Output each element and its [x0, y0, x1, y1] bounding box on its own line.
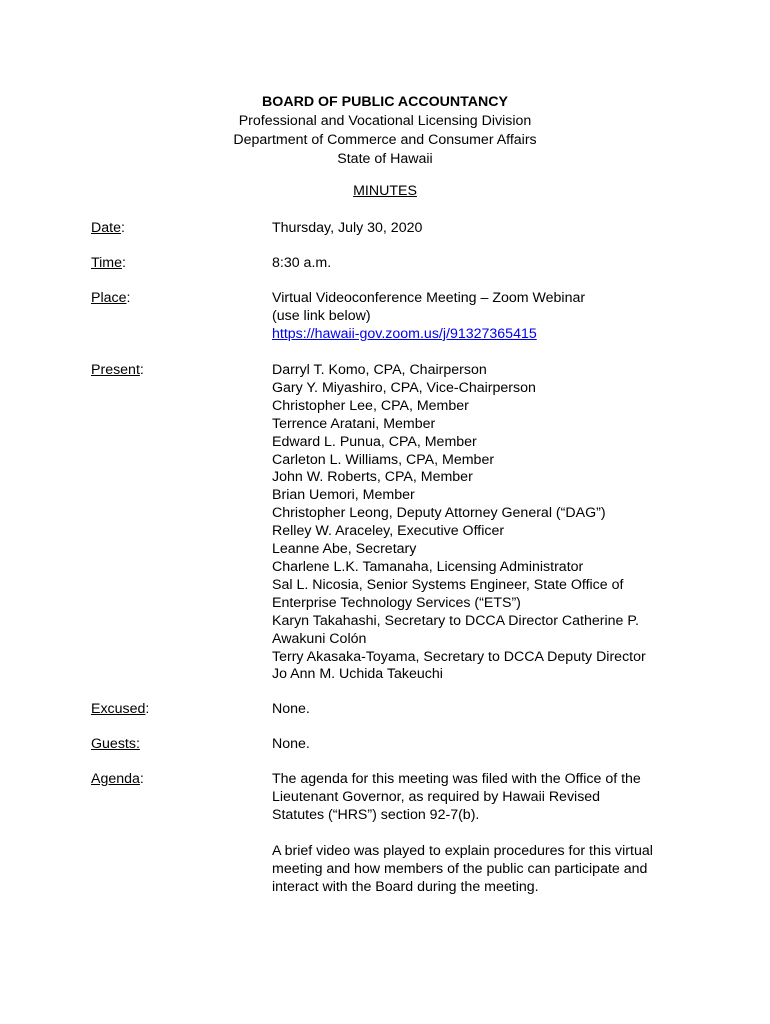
present-line: Carleton L. Williams, CPA, Member	[272, 451, 495, 468]
state-name: State of Hawaii	[337, 151, 433, 167]
agenda-paragraph-1: The agenda for this meeting was filed with the Office of the Lieutenant Governor, as required by Hawaii Revised Statutes (“HRS”) section 92-7(b).	[272, 771, 641, 823]
present-line: Awakuni Colón	[272, 630, 367, 647]
department-name: Department of Commerce and Consumer Affairs	[233, 132, 537, 148]
present-line: John W. Roberts, CPA, Member	[272, 469, 473, 486]
zoom-link[interactable]: https://hawaii-gov.zoom.us/j/91327365415	[272, 325, 537, 342]
guests-label: Guests:	[91, 736, 140, 752]
present-line: Darryl T. Komo, CPA, Chairperson	[272, 362, 487, 378]
excused-label: Excused:	[91, 701, 150, 717]
place-value	[272, 290, 692, 344]
excused-value: None.	[272, 701, 310, 717]
date-label: Date:	[91, 220, 125, 236]
agenda-body	[272, 771, 692, 896]
date-value: Thursday, July 30, 2020	[272, 220, 423, 236]
present-line: Leanne Abe, Secretary	[272, 541, 417, 558]
present-line: Brian Uemori, Member	[272, 487, 415, 504]
present-line: Terry Akasaka-Toyama, Secretary to DCCA Deputy Director	[272, 648, 646, 665]
present-line: Enterprise Technology Services (“ETS”)	[272, 594, 521, 611]
present-line: Sal L. Nicosia, Senior Systems Engineer, State Office of	[272, 576, 624, 593]
present-line: Christopher Leong, Deputy Attorney General (“DAG”)	[272, 505, 606, 522]
present-line: Christopher Lee, CPA, Member	[272, 397, 469, 414]
present-line: Terrence Aratani, Member	[272, 415, 436, 432]
present-line: Charlene L.K. Tamanaha, Licensing Administrator	[272, 558, 584, 575]
place-line-2: (use link below)	[272, 307, 371, 324]
place-label: Place:	[91, 290, 131, 306]
document-header	[0, 93, 770, 169]
place-line-1: Virtual Videoconference Meeting – Zoom Webinar	[272, 290, 586, 306]
present-line: Relley W. Araceley, Executive Officer	[272, 523, 505, 540]
present-line: Edward L. Punua, CPA, Member	[272, 433, 477, 450]
division-name: Professional and Vocational Licensing Division	[238, 113, 532, 129]
org-title: BOARD OF PUBLIC ACCOUNTANCY	[262, 94, 508, 110]
present-line: Jo Ann M. Uchida Takeuchi	[272, 666, 443, 683]
time-value: 8:30 a.m.	[272, 255, 332, 271]
present-line: Karyn Takahashi, Secretary to DCCA Director Catherine P.	[272, 612, 639, 629]
minutes-title: MINUTES	[353, 183, 417, 199]
agenda-paragraph-2: A brief video was played to explain procedures for this virtual meeting and how members of the public can participate and interact with the Board during the meeting.	[272, 842, 653, 895]
present-line: Gary Y. Miyashiro, CPA, Vice-Chairperson	[272, 379, 536, 396]
agenda-label: Agenda:	[91, 771, 144, 787]
present-label: Present:	[91, 362, 144, 378]
present-list	[272, 362, 692, 684]
time-label: Time:	[91, 255, 126, 271]
guests-value: None.	[272, 736, 310, 752]
